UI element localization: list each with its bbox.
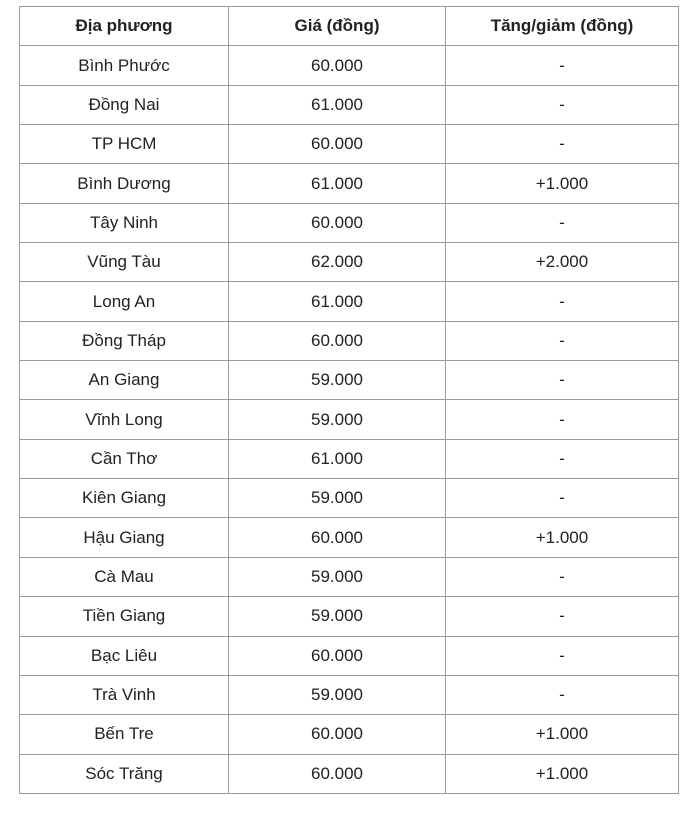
table-row [20,675,679,714]
table-row [20,557,679,596]
location-cell: Bình Phước [20,46,229,85]
header-change: Tăng/giảm (đồng) [446,7,679,46]
change-cell: +1.000 [446,518,679,557]
location-cell: Vũng Tàu [20,243,229,282]
price-cell: 62.000 [229,243,446,282]
change-cell: +1.000 [446,164,679,203]
price-cell: 60.000 [229,715,446,754]
price-cell: 59.000 [229,479,446,518]
price-cell: 60.000 [229,754,446,793]
location-cell: Tây Ninh [20,203,229,242]
price-cell: 61.000 [229,164,446,203]
header-price: Giá (đồng) [229,7,446,46]
price-cell: 60.000 [229,636,446,675]
change-cell: - [446,203,679,242]
price-cell: 59.000 [229,361,446,400]
header-location: Địa phương [20,7,229,46]
table-row [20,321,679,360]
price-table [19,6,679,794]
location-cell: Bạc Liêu [20,636,229,675]
location-cell: Kiên Giang [20,479,229,518]
price-cell: 61.000 [229,282,446,321]
change-cell: - [446,321,679,360]
location-cell: Bình Dương [20,164,229,203]
change-cell: +2.000 [446,243,679,282]
table-row [20,361,679,400]
price-cell: 60.000 [229,518,446,557]
table-row [20,164,679,203]
table-row [20,754,679,793]
price-cell: 60.000 [229,125,446,164]
change-cell: - [446,282,679,321]
table-row [20,400,679,439]
location-cell: Hậu Giang [20,518,229,557]
price-cell: 60.000 [229,203,446,242]
change-cell: - [446,636,679,675]
location-cell: Cần Thơ [20,439,229,478]
table-body [20,46,679,794]
price-cell: 60.000 [229,321,446,360]
change-cell: +1.000 [446,715,679,754]
change-cell: - [446,479,679,518]
change-cell: - [446,361,679,400]
table-row [20,439,679,478]
price-cell: 59.000 [229,557,446,596]
table-row [20,282,679,321]
change-cell: - [446,125,679,164]
change-cell: - [446,400,679,439]
table-row [20,46,679,85]
price-cell: 60.000 [229,46,446,85]
location-cell: Sóc Trăng [20,754,229,793]
change-cell: - [446,597,679,636]
change-cell: +1.000 [446,754,679,793]
table-row [20,636,679,675]
location-cell: Vĩnh Long [20,400,229,439]
price-cell: 61.000 [229,439,446,478]
price-cell: 59.000 [229,597,446,636]
location-cell: Cà Mau [20,557,229,596]
change-cell: - [446,439,679,478]
table-row [20,125,679,164]
change-cell: - [446,85,679,124]
location-cell: TP HCM [20,125,229,164]
location-cell: An Giang [20,361,229,400]
location-cell: Đồng Nai [20,85,229,124]
location-cell: Long An [20,282,229,321]
table-row [20,243,679,282]
table-row [20,597,679,636]
price-cell: 59.000 [229,675,446,714]
table-row [20,518,679,557]
table-row [20,715,679,754]
price-cell: 59.000 [229,400,446,439]
change-cell: - [446,46,679,85]
price-cell: 61.000 [229,85,446,124]
location-cell: Trà Vinh [20,675,229,714]
location-cell: Đồng Tháp [20,321,229,360]
table-header-row [20,7,679,46]
table-row [20,203,679,242]
change-cell: - [446,557,679,596]
location-cell: Bến Tre [20,715,229,754]
location-cell: Tiền Giang [20,597,229,636]
change-cell: - [446,675,679,714]
table-row [20,479,679,518]
table-row [20,85,679,124]
